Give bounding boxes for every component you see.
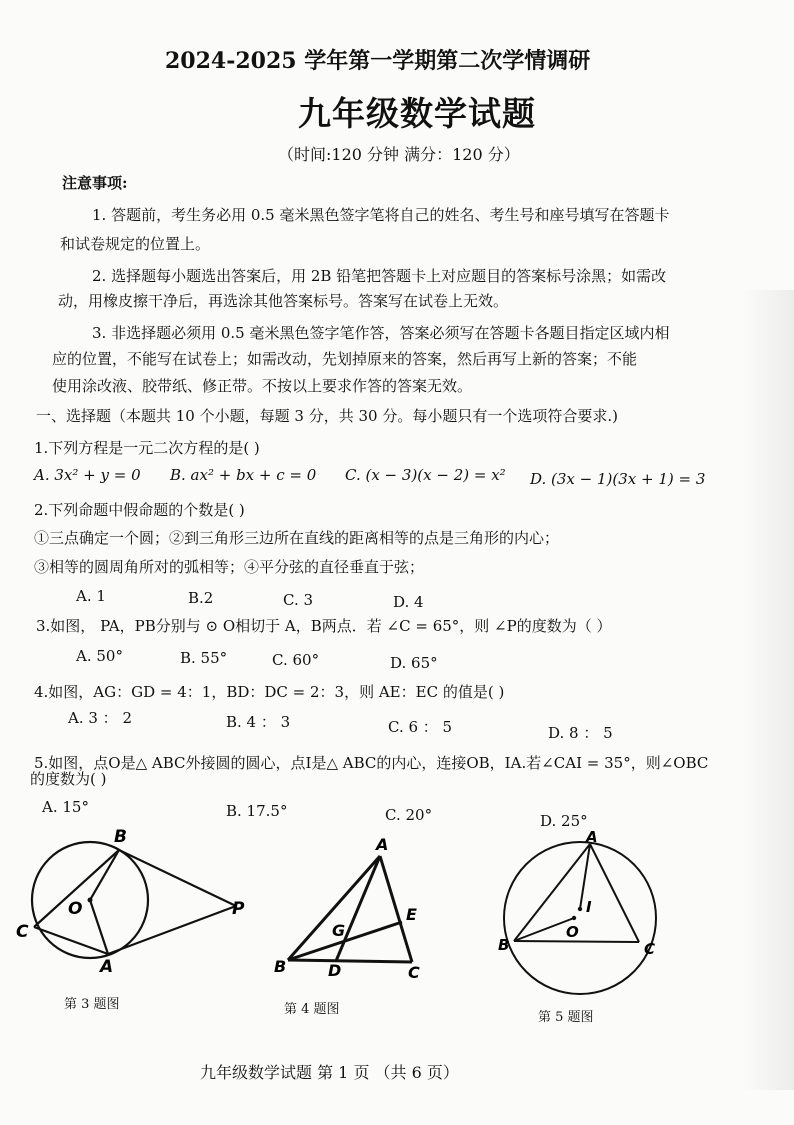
q3-option-d: D. 65° xyxy=(390,654,438,672)
fig3-label-a: A xyxy=(100,957,114,977)
fig5-label-a: A xyxy=(586,830,598,846)
q1-option-c: C. (x − 3)(x − 2) = x² xyxy=(345,466,506,484)
fig3-label-b: B xyxy=(114,827,127,847)
q2-line-1: ①三点确定一个圆；②到三角形三边所在直线的距离相等的点是三角形的内心； xyxy=(34,529,560,547)
page-footer: 九年级数学试题 第 1 页 （共 6 页） xyxy=(200,1063,459,1082)
q4-option-b: B. 4 ： 3 xyxy=(226,713,291,731)
q1-option-d: D. (3x − 1)(3x + 1) = 3 xyxy=(530,470,706,488)
q2-stem: 2.下列命题中假命题的个数是( ) xyxy=(34,501,245,519)
note-line-2: 和试卷规定的位置上。 xyxy=(60,235,211,253)
fig3-label-o: O xyxy=(68,899,83,919)
q3-option-a: A. 50° xyxy=(76,647,123,665)
q5-option-a: A. 15° xyxy=(42,798,89,816)
figure-3 xyxy=(10,820,270,990)
figure-4-caption: 第 4 题图 xyxy=(284,1002,340,1017)
note-line-7: 使用涂改液、胶带纸、修正带。不按以上要求作答的答案无效。 xyxy=(52,377,473,395)
note-line-5: 3. 非选择题必须用 0.5 毫米黑色签字笔作答，答案必须写在答题卡各题目指定区域内相 xyxy=(92,324,670,342)
q3-stem: 3.如图， PA，PB分别与 ⊙ O相切于 A，B两点．若 ∠C = 65°，则 ∠P的度数为（ ） xyxy=(36,617,612,635)
q3-option-c: C. 60° xyxy=(272,651,320,669)
fig3-label-p: P xyxy=(232,899,245,919)
q5-stem-line-1: 5.如图，点O是△ ABC外接圆的圆心，点I是△ ABC的内心，连接OB，IA.若∠CAI = 35°，则∠OBC xyxy=(34,754,709,772)
note-line-4: 动，用橡皮擦干净后，再选涂其他答案标号。答案写在试卷上无效。 xyxy=(58,292,509,310)
q4-option-c: C. 6 ： 5 xyxy=(388,718,453,736)
note-line-1: 1. 答题前，考生务必用 0.5 毫米黑色签字笔将自己的姓名、考生号和座号填写在答题卡 xyxy=(92,206,670,224)
q1-option-a: A. 3x² + y = 0 xyxy=(34,466,141,484)
note-line-3: 2. 选择题每小题选出答案后，用 2B 铅笔把答题卡上对应题目的答案标号涂黑；如需改 xyxy=(92,267,667,285)
fig4-label-e: E xyxy=(406,905,417,924)
scan-shadow xyxy=(742,290,794,1090)
notes-heading: 注意事项: xyxy=(62,174,128,192)
q5-option-d: D. 25° xyxy=(540,812,588,830)
fig4-label-c: C xyxy=(408,963,420,982)
exam-meta: （时间:120 分钟 满分：120 分） xyxy=(278,145,520,164)
q2-option-a: A. 1 xyxy=(76,587,106,605)
q4-option-d: D. 8 ： 5 xyxy=(548,724,613,742)
figure-4 xyxy=(268,838,448,983)
q2-option-b: B.2 xyxy=(188,589,214,607)
q1-option-b: B. ax² + bx + c = 0 xyxy=(170,466,317,484)
note-line-6: 应的位置，不能写在试卷上；如需改动，先划掉原来的答案，然后再写上新的答案；不能 xyxy=(52,350,638,368)
q3-option-b: B. 55° xyxy=(180,649,228,667)
fig5-label-b: B xyxy=(498,936,510,954)
q2-line-2: ③相等的圆周角所对的弧相等；④平分弦的直径垂直于弦； xyxy=(34,558,425,576)
figure-3-caption: 第 3 题图 xyxy=(64,997,120,1012)
q1-stem: 1.下列方程是一元二次方程的是( ) xyxy=(34,439,260,457)
q2-option-d: D. 4 xyxy=(393,593,424,611)
q5-option-c: C. 20° xyxy=(385,806,433,824)
figure-5 xyxy=(494,830,674,1005)
section-heading: 一、选择题（本题共 10 个小题，每题 3 分，共 30 分。每小题只有一个选项符合要求.) xyxy=(36,407,618,425)
q5-stem-line-2: 的度数为( ) xyxy=(30,770,107,788)
fig4-label-b: B xyxy=(274,957,287,976)
fig3-label-c: C xyxy=(16,922,29,942)
fig5-label-o: O xyxy=(566,923,579,941)
q4-stem: 4.如图，AG：GD = 4：1，BD：DC = 2：3，则 AE：EC 的值是( ) xyxy=(34,683,505,701)
fig4-label-a: A xyxy=(376,838,389,854)
q4-option-a: A. 3 ： 2 xyxy=(68,709,132,727)
fig4-label-d: D xyxy=(328,961,342,980)
header-title-line: 2024-2025 学年第一学期第二次学情调研 xyxy=(165,48,591,74)
figure-5-caption: 第 5 题图 xyxy=(538,1010,594,1025)
fig4-label-g: G xyxy=(332,921,346,940)
fig5-label-c: C xyxy=(644,940,656,958)
q2-option-c: C. 3 xyxy=(283,591,314,609)
exam-title: 九年级数学试题 xyxy=(298,94,536,133)
fig5-label-i: I xyxy=(586,898,592,916)
q5-option-b: B. 17.5° xyxy=(226,802,288,820)
